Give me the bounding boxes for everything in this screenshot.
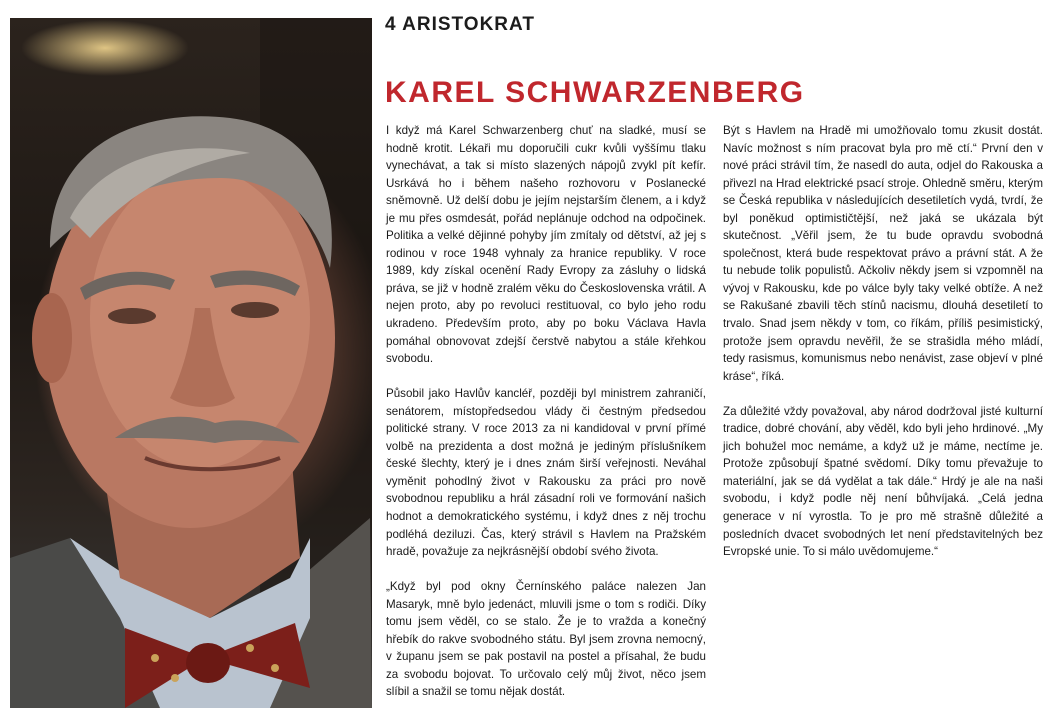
- portrait-photo: [10, 18, 372, 708]
- article-column-1: [386, 122, 706, 718]
- paragraph: Být s Havlem na Hradě mi umožňovalo tomu zkusit dostát. Navíc možnost s ním pracovat byla pro mě ctí.“ První den v nové práci strávil tím, že nasedl do auta, odjel do Rakouska a přivezl na Hrad elektrické psací stroje. Ohledně směru, kterým se Česká republika v následujících desetiletích vydá, tvrdí, že byl poněkud optimističtější, než jaká se ukázala být skutečnost. „Věřil jsem, že tu bude opravdu svobodná společnost, která bude respektovat právo a právní stát. A že tu nebude tolik populistů. Ačkoliv někdy jsem si vzpomněl na vývoj v Rakousku, kde po válce byly taky velké obtíže. A než se Rakušané zbavili těch stínů nacismu, dlouhá desetiletí to trvalo. Snad jsem někdy v tom, co říkám, příliš pesimistický, protože jsem opravdu nevěřil, že se strašidla mého mládí, tedy rasismus, komunismus nebo nenávist, zase objeví v plné kráse“, říká.: [723, 124, 1043, 383]
- article-title: KAREL SCHWARZENBERG: [385, 76, 805, 109]
- paragraph: I když má Karel Schwarzenberg chuť na sladké, musí se hodně krotit. Lékaři mu doporučili cukr kvůli vyššímu tlaku vynechávat, a tak si místo slazených nápojů zvykl pít kefír. Usrkává ho i během našeho rozhovoru v Poslanecké sněmovně. Už delší dobu je jejím nejstarším členem, a i když je mu přes osmdesát, pořád neplánuje odchod na odpočinek. Politika a velké dějinné pohyby jím zmítaly od dětství, až jej s rodinou v roce 1948 vyhnaly za hranice republiky. V roce 1989, kdy získal ocenění Rady Evropy za zásluhy o lidská práva, se již v hodně zralém věku do Československa vrátil. A nejen proto, aby po revoluci restituoval, co bylo jeho rodu ukradeno. Především proto, aby po boku Václava Havla pomáhal obnovovat zdejší čerstvě nabytou a stále křehkou svobodu.: [386, 124, 706, 366]
- section-heading: 4 ARISTOKRAT: [385, 14, 535, 35]
- paragraph: Působil jako Havlův kancléř, později byl ministrem zahraničí, senátorem, místopředsedou vlády či čestným předsedou politické strany. V roce 2013 za ni kandidoval v první přímé volbě na prezidenta a dost možná je jediným příslušníkem české šlechty, který je i dnes znám širší veřejnosti. Neváhal vyměnit pohodlný život v Rakousku za práci pro nově svobodnou republiku a hrál zásadní roli ve formování našich hodnot a demokratického systému, i když dnes z něj trochu podléhá deziluzi. Čas, který strávil s Havlem na Pražském hradě, považuje za nejkrásnější období svého života.: [386, 387, 706, 559]
- article-column-2: [723, 122, 1043, 578]
- paragraph: „Když byl pod okny Černínského paláce nalezen Jan Masaryk, mně bylo jedenáct, mluvili jsme o tom s rodiči. Díky tomu jsem věděl, co se stalo. Že je to vražda a konečný hřebík do rakve svobodného státu. Byl jsem zrovna nemocný, v županu jsem se pak postavil na postel a přísahal, že budu za svobodu bojovat. To určovalo celý můj život, něco jsem slíbil a snažil se tomu nějak dostát.: [386, 580, 706, 699]
- paragraph: Za důležité vždy považoval, aby národ dodržoval jisté kulturní tradice, dobré chování, aby věděl, kdo byli jeho hrdinové. „My jich bohužel moc nemáme, a když už je máme, nectíme je. Protože způsobují špatné svědomí. Díky tomu převažuje to materiální, jak se dá vydělat a tak dále.“ Hrdý je ale na naši svobodu, i když podle něj není bůhvíjaká. „Celá jedna generace v ní vyrostla. To je pro mě strašně důležité a posledních dvacet svobodných let není představitelných bez Evropské unie. To si málo uvědomujeme.“: [723, 404, 1043, 559]
